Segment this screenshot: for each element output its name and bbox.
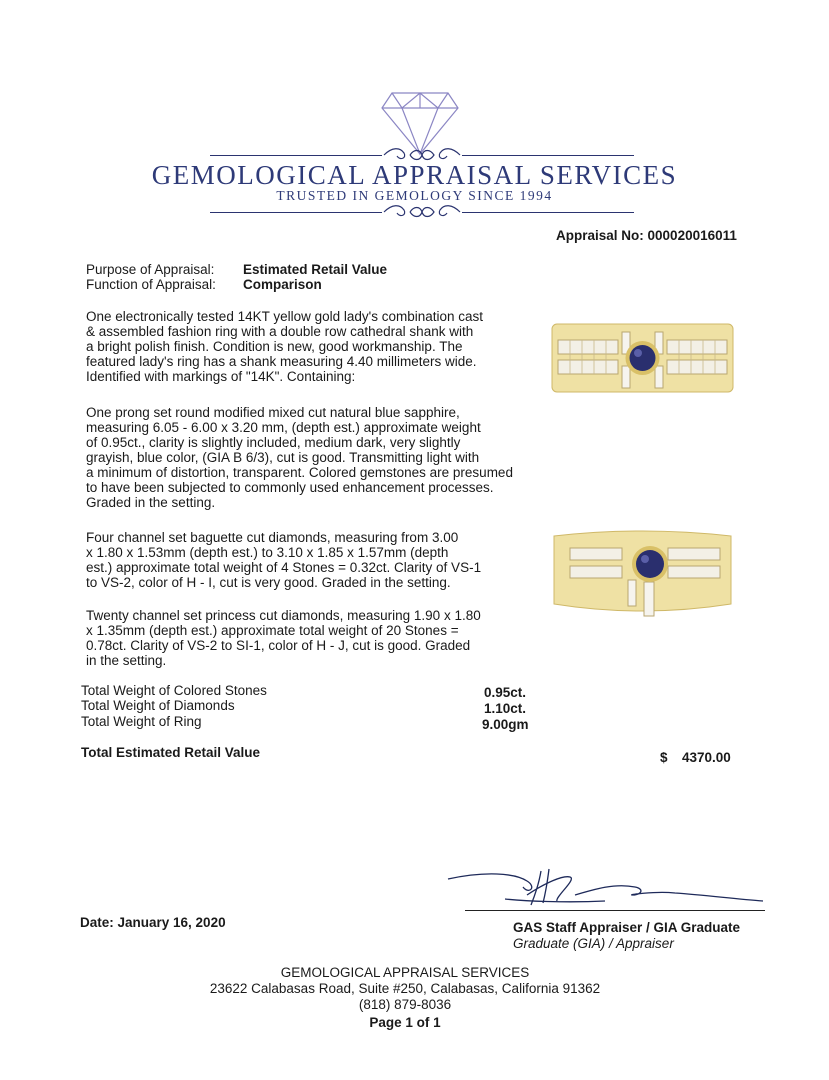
text-line: Four channel set baguette cut diamonds, measuring from 3.00 xyxy=(86,530,459,545)
text-line: One electronically tested 14KT yellow gold lady's combination cast xyxy=(86,309,484,324)
total-retail-label: Total Estimated Retail Value xyxy=(81,745,261,760)
ring-photo-front xyxy=(550,318,735,398)
text-line: featured lady's ring has a shank measuring 4.40 millimeters wide. xyxy=(86,354,477,369)
description-paragraph-4 xyxy=(86,608,526,668)
total-colored-value: 0.95ct. xyxy=(484,685,527,700)
text-line: x 1.35mm (depth est.) approximate total weight of 20 Stones = xyxy=(86,623,459,638)
company-logo-text: GEMOLOGICAL APPRAISAL SERVICES xyxy=(151,160,678,190)
page-number: Page 1 of 1 xyxy=(369,1015,441,1030)
footer-phone: (818) 879-8036 xyxy=(358,997,452,1012)
text-line: One prong set round modified mixed cut natural blue sapphire, xyxy=(86,405,460,420)
company-tagline: TRUSTED IN GEMOLOGY SINCE 1994 xyxy=(276,188,553,203)
total-ring-value: 9.00gm xyxy=(482,717,529,732)
text-line: Twenty channel set princess cut diamonds, measuring 1.90 x 1.80 xyxy=(86,608,481,623)
header-rule-bottom xyxy=(210,212,382,213)
text-line: a minimum of distortion, transparent. Colored gemstones are presumed xyxy=(86,465,513,480)
text-line: Identified with markings of "14K". Containing: xyxy=(86,369,356,384)
total-ring-label: Total Weight of Ring xyxy=(81,714,202,729)
text-line: of 0.95ct., clarity is slightly included, medium dark, very slightly xyxy=(86,435,461,450)
function-value: Comparison xyxy=(243,277,322,292)
appraisal-number-label: Appraisal No: xyxy=(556,228,644,243)
appraisal-number xyxy=(556,228,737,243)
description-paragraph-2 xyxy=(86,405,526,510)
purpose-label: Purpose of Appraisal: xyxy=(86,262,215,277)
function-label: Function of Appraisal: xyxy=(86,277,216,292)
appraisal-date: Date: January 16, 2020 xyxy=(80,915,226,930)
total-colored-label: Total Weight of Colored Stones xyxy=(81,683,267,698)
total-retail-value: 4370.00 xyxy=(682,750,731,765)
currency-symbol: $ xyxy=(660,750,668,765)
text-line: Graded in the setting. xyxy=(86,495,216,510)
text-line: to VS-2, color of H - I, cut is very good. Graded in the setting. xyxy=(86,575,451,590)
total-diamonds-value: 1.10ct. xyxy=(484,701,527,716)
text-line: to have been subjected to commonly used enhancement processes. xyxy=(86,480,494,495)
footer-company: GEMOLOGICAL APPRAISAL SERVICES xyxy=(280,965,530,980)
text-line: est.) approximate total weight of 4 Stones = 0.32ct. Clarity of VS-1 xyxy=(86,560,482,575)
appraiser-title: GAS Staff Appraiser / GIA Graduate xyxy=(513,920,741,935)
appraisal-number-value: 000020016011 xyxy=(647,228,737,243)
text-line: 0.78ct. Clarity of VS-2 to SI-1, color of H - J, cut is good. Graded xyxy=(86,638,471,653)
description-paragraph-1 xyxy=(86,309,526,384)
header-rule-top xyxy=(210,155,382,156)
text-line: grayish, blue color, (GIA B 6/3), cut is good. Transmitting light with xyxy=(86,450,480,465)
total-diamonds-label: Total Weight of Diamonds xyxy=(81,698,235,713)
purpose-value: Estimated Retail Value xyxy=(243,262,388,277)
text-line: in the setting. xyxy=(86,653,167,668)
text-line: x 1.80 x 1.53mm (depth est.) to 3.10 x 1.85 x 1.57mm (depth xyxy=(86,545,449,560)
text-line: & assembled fashion ring with a double row cathedral shank with xyxy=(86,324,474,339)
description-paragraph-3 xyxy=(86,530,526,590)
text-line: a bright polish finish. Condition is new, good workmanship. The xyxy=(86,339,463,354)
appraiser-subtitle: Graduate (GIA) / Appraiser xyxy=(513,936,674,951)
signature-rule xyxy=(465,910,765,911)
ring-photo-angle xyxy=(550,522,735,622)
text-line: measuring 6.05 - 6.00 x 3.20 mm, (depth est.) approximate weight xyxy=(86,420,481,435)
header-rule-top-right xyxy=(462,155,634,156)
appraiser-signature-icon xyxy=(445,865,765,910)
scroll-ornament-icon xyxy=(382,202,462,222)
footer-address: 23622 Calabasas Road, Suite #250, Calabasas, California 91362 xyxy=(209,981,601,996)
header-rule-bottom-right xyxy=(462,212,634,213)
